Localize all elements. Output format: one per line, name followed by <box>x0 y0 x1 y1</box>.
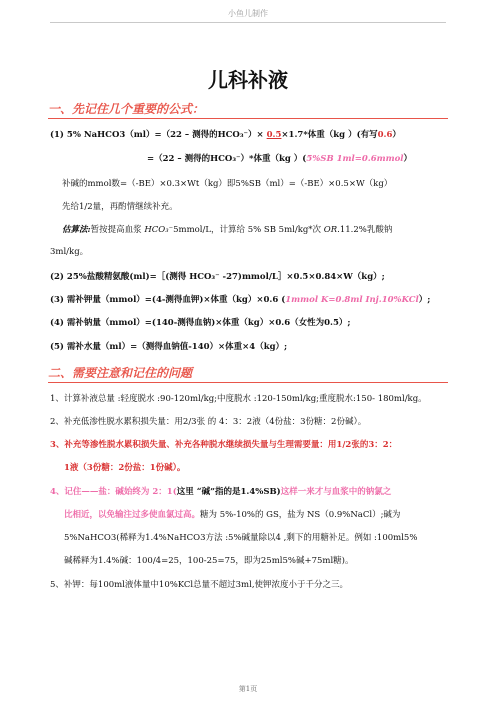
formula-3: (3) 需补钾量（mmol）=(4-测得血钾)×体重（kg）×0.6 (1mmol K=0.8ml Inj.10%KCl）; <box>50 295 431 305</box>
section-2-underline <box>48 382 448 383</box>
formula-1: (1) 5% NaHCO3（ml）=（22 – 测得的HCO₃⁻）× 0.5×1.7*体重（kg ）(有写0.6） <box>50 130 401 140</box>
section-1-underline <box>48 118 448 119</box>
note-4-line-1: 4、记住——盐：碱始终为 2：1(这里 “碱”指的是1.4%SB)这样一来才与血浆中的钠氯之 <box>50 487 392 497</box>
note-2: 2、补充低渗性脱水累积损失量：用2/3张 的 4：3：2液（4份盐：3份糖：2份碱）。 <box>50 417 367 427</box>
formula-5: (5) 需补水量（ml）=（测得血钠值-140）×体重×4（kg）; <box>50 342 288 352</box>
section-1-title: 一、先记住几个重要的公式： <box>48 102 205 116</box>
formula-1-simplified: =（22 – 测得的HCO₃⁻）*体重（kg ）(5%SB 1ml=0.6mmol） <box>147 154 413 164</box>
page-footer: 第1页 <box>238 685 258 693</box>
formula-4: (4) 需补钠量（mmol）=(140-测得血钠)×体重（kg）×0.6（女性为0.5）; <box>50 318 351 328</box>
estimate-method: 估算法:暂按提高血浆 HCO₃⁻5mmol/L，计算给 5% SB 5ml/kg*次 OR.11.2%乳酸钠 <box>62 225 393 235</box>
estimate-method-cont: 3ml/kg。 <box>50 247 89 257</box>
formula-2: (2) 25%盐酸精氨酸(ml)=［(测得 HCO₃⁻ -27)mmol/L］×0.5×0.84×W（kg）; <box>50 272 385 282</box>
note-4-line-4: 碱稀释为1.4%碱：100/4=25，100-25=75，即为25ml5%碱+75ml糖)。 <box>64 556 354 566</box>
page-header: 小鱼儿制作 <box>228 9 268 18</box>
base-formula: 补碱的mmol数=（-BE）×0.3×Wt（kg）即5%SB（ml）=（-BE）×0.5×W（kg） <box>62 179 393 189</box>
note-4-line-2: 比相近，以免输注过多使血氯过高。糖为 5%-10%的 GS，盐为 NS（0.9%NaCl）;碱为 <box>64 510 401 520</box>
note-1: 1、计算补液总量 :轻度脱水 :90-120ml/kg;中度脱水 :120-150ml/kg;重度脱水:150- 180ml/kg。 <box>50 394 427 404</box>
note-4-line-3: 5%NaHCO3(稀释为1.4%NaHCO3方法 :5%碱量除以4 ,剩下的用糖补足。例如 :100ml5% <box>64 533 418 543</box>
note-3-line-2: 1液（3份糖：2份盐：1份碱）。 <box>64 463 186 473</box>
section-2-title: 二、需要注意和记住的问题 <box>48 366 193 380</box>
half-dose-note: 先给1/2量，再酌情继续补充。 <box>62 202 178 212</box>
note-3-line-1: 3、补充等渗性脱水累积损失量、补充各种脱水继续损失量与生理需要量：用1/2张的3：2： <box>50 440 398 450</box>
note-5: 5、补钾：每100ml液体量中10%KCl总量不超过3ml,使钾浓度小于千分之三。 <box>50 580 349 590</box>
header-divider <box>50 22 446 23</box>
page-title: 儿科补液 <box>208 68 288 92</box>
